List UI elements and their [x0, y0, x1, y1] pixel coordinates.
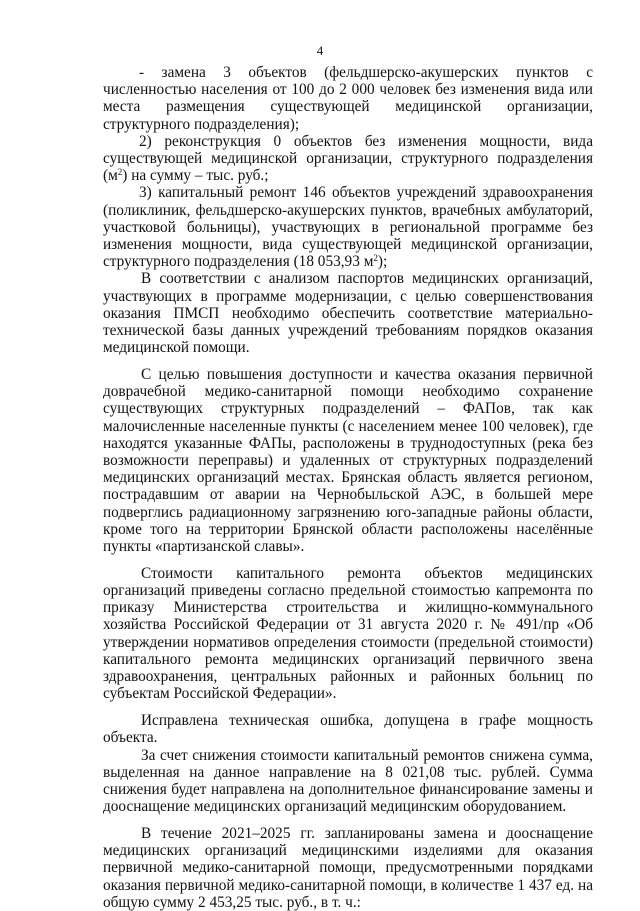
superscript-two: 2 [117, 167, 123, 178]
paragraph-accessibility: С целью повышения доступности и качества оказания первичной доврачебной медико-санитарной помощи необходимо сохранение существующих структурных подразделений – ФАПов, так как малочисленные населенные пункты (с населением менее 100 человек), где находятся указанные ФАПы, расположены в труднодоступных (река без возможности переправы) и удаленных от структурных подразделений медицинских организаций местах. Брянская область является регионом, пострадавшим от аварии на Чернобыльской АЭС, в большей мере подверглись радиационному загрязнению юго-западные районы области, кроме того на территории Брянской области расположены населённые пункты «партизанской славы». [103, 366, 593, 556]
paragraph-2021-2025-plan: В течение 2021–2025 гг. запланированы замена и дооснащение медицинских организаций медицинскими изделиями для оказания первичной медико-санитарной помощи, предусмотренными порядками оказания первичной медико-санитарной помощи, в количестве 1 437 ед. на общую сумму 2 453,25 тыс. руб., в т. ч.: [103, 824, 593, 911]
paragraph-repair-cost: Стоимости капитального ремонта объектов медицинских организаций приведены согласно предельной стоимостью капремонта по приказу Министерства строительства и жилищно-коммунального хозяйства Российской Федерации от 31 августа 2020 г. № 491/пр «Об утверждении нормативов определения стоимости (предельной стоимости) капитального ремонта медицинских организаций первичного звена здравоохранения, центральных районных и районных больниц по субъектам Российской Федерации». [103, 564, 593, 703]
paragraph-cost-reduction: За счет снижения стоимости капитальный ремонтов снижена сумма, выделенная на данное направление на 8 021,08 тыс. рублей. Сумма снижения будет направлена на дополнительное финансирование замены и дооснащение медицинских организаций медицинским оборудованием. [103, 746, 593, 816]
superscript-two: 2 [373, 253, 378, 264]
page-number: 4 [316, 43, 324, 58]
paragraph-replacement-fap: - замена 3 объектов (фельдшерско-акушерских пунктов с численностью населения от 100 до 2 000 человек без изменения вида или места размещения существующей медицинской организации, структурного подразделения); [103, 64, 593, 133]
paragraph-technical-error: Исправлена техническая ошибка, допущена в графе мощность объекта. [103, 712, 593, 747]
document-body [103, 64, 593, 911]
paragraph-capital-repair: 3) капитальный ремонт 146 объектов учреждений здравоохранения (поликлиник, фельдшерско-акушерских пунктов, врачебных амбулаторий, участковой больницы), участвующих в региональной программе без изменения мощности, вида существующей медицинской организации, структурного подразделения (18 053,93 $м^2$); [103, 184, 593, 271]
paragraph-passport-analysis: В соответствии с анализом паспортов медицинских организаций, участвующих в программе модернизации, с целью совершенствования оказания ПМСП необходимо обеспечить соответствие материально-технической базы данных учреждений требованиям порядков оказания медицинской помощи. [103, 270, 593, 357]
paragraph-reconstruction: 2) реконструкция 0 объектов без изменения мощности, вида существующей медицинской организации, структурного подразделения $(м^2)$ на сумму – тыс. руб.; [103, 132, 593, 185]
